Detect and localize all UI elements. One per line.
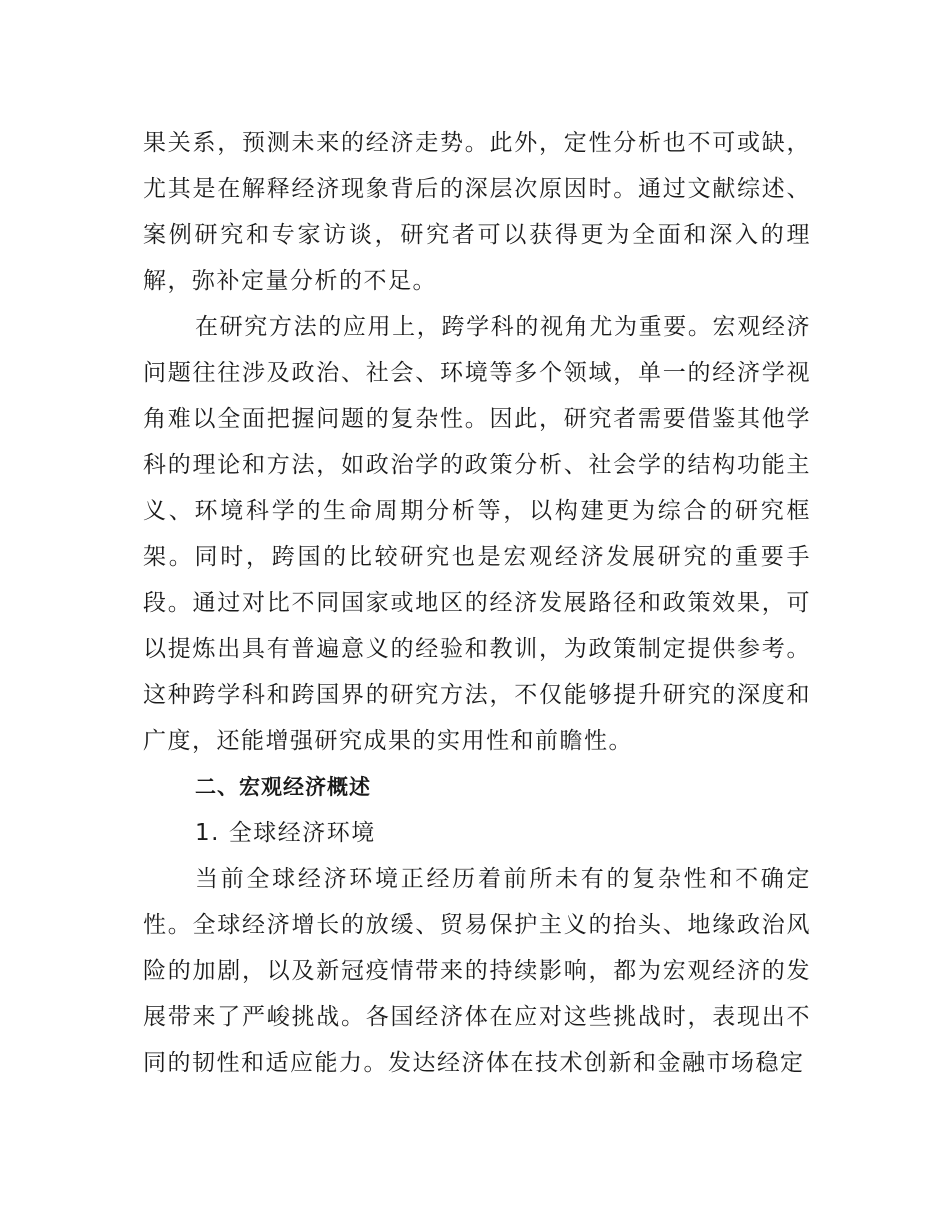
section-heading: 二、宏观经济概述 [195,775,371,799]
subsection-heading: 1. 全球经济环境 [195,820,376,846]
paragraph-research-methods: 在研究方法的应用上，跨学科的视角尤为重要。宏观经济问题往往涉及政治、社会、环境等多个领域，单一的经济学视角难以全面把握问题的复杂性。因此，研究者需要借鉴其他学科的理论和方法，如政治学的政策分析、社会学的结构功能主义、环境科学的生命周期分析等，以构建更为综合的研究框架。同时，跨国的比较研究也是宏观经济发展研究的重要手段。通过对比不同国家或地区的经济发展路径和政策效果，可以提炼出具有普遍意义的经验和教训，为政策制定提供参考。这种跨学科和跨国界的研究方法，不仅能够提升研究的深度和广度，还能增强研究成果的实用性和前瞻性。 [143,314,811,754]
paragraph-global-economy: 当前全球经济环境正经历着前所未有的复杂性和不确定性。全球经济增长的放缓、贸易保护主义的抬头、地缘政治风险的加剧，以及新冠疫情带来的持续影响，都为宏观经济的发展带来了严峻挑战。各国经济体在应对这些挑战时，表现出不同的韧性和适应能力。发达经济体在技术创新和金融市场稳定 [143,866,811,1076]
paragraph-continued: 果关系，预测未来的经济走势。此外，定性分析也不可或缺，尤其是在解释经济现象背后的深层次原因时。通过文献综述、案例研究和专家访谈，研究者可以获得更为全面和深入的理解，弥补定量分析的不足。 [143,130,811,294]
document-body [143,120,811,1086]
